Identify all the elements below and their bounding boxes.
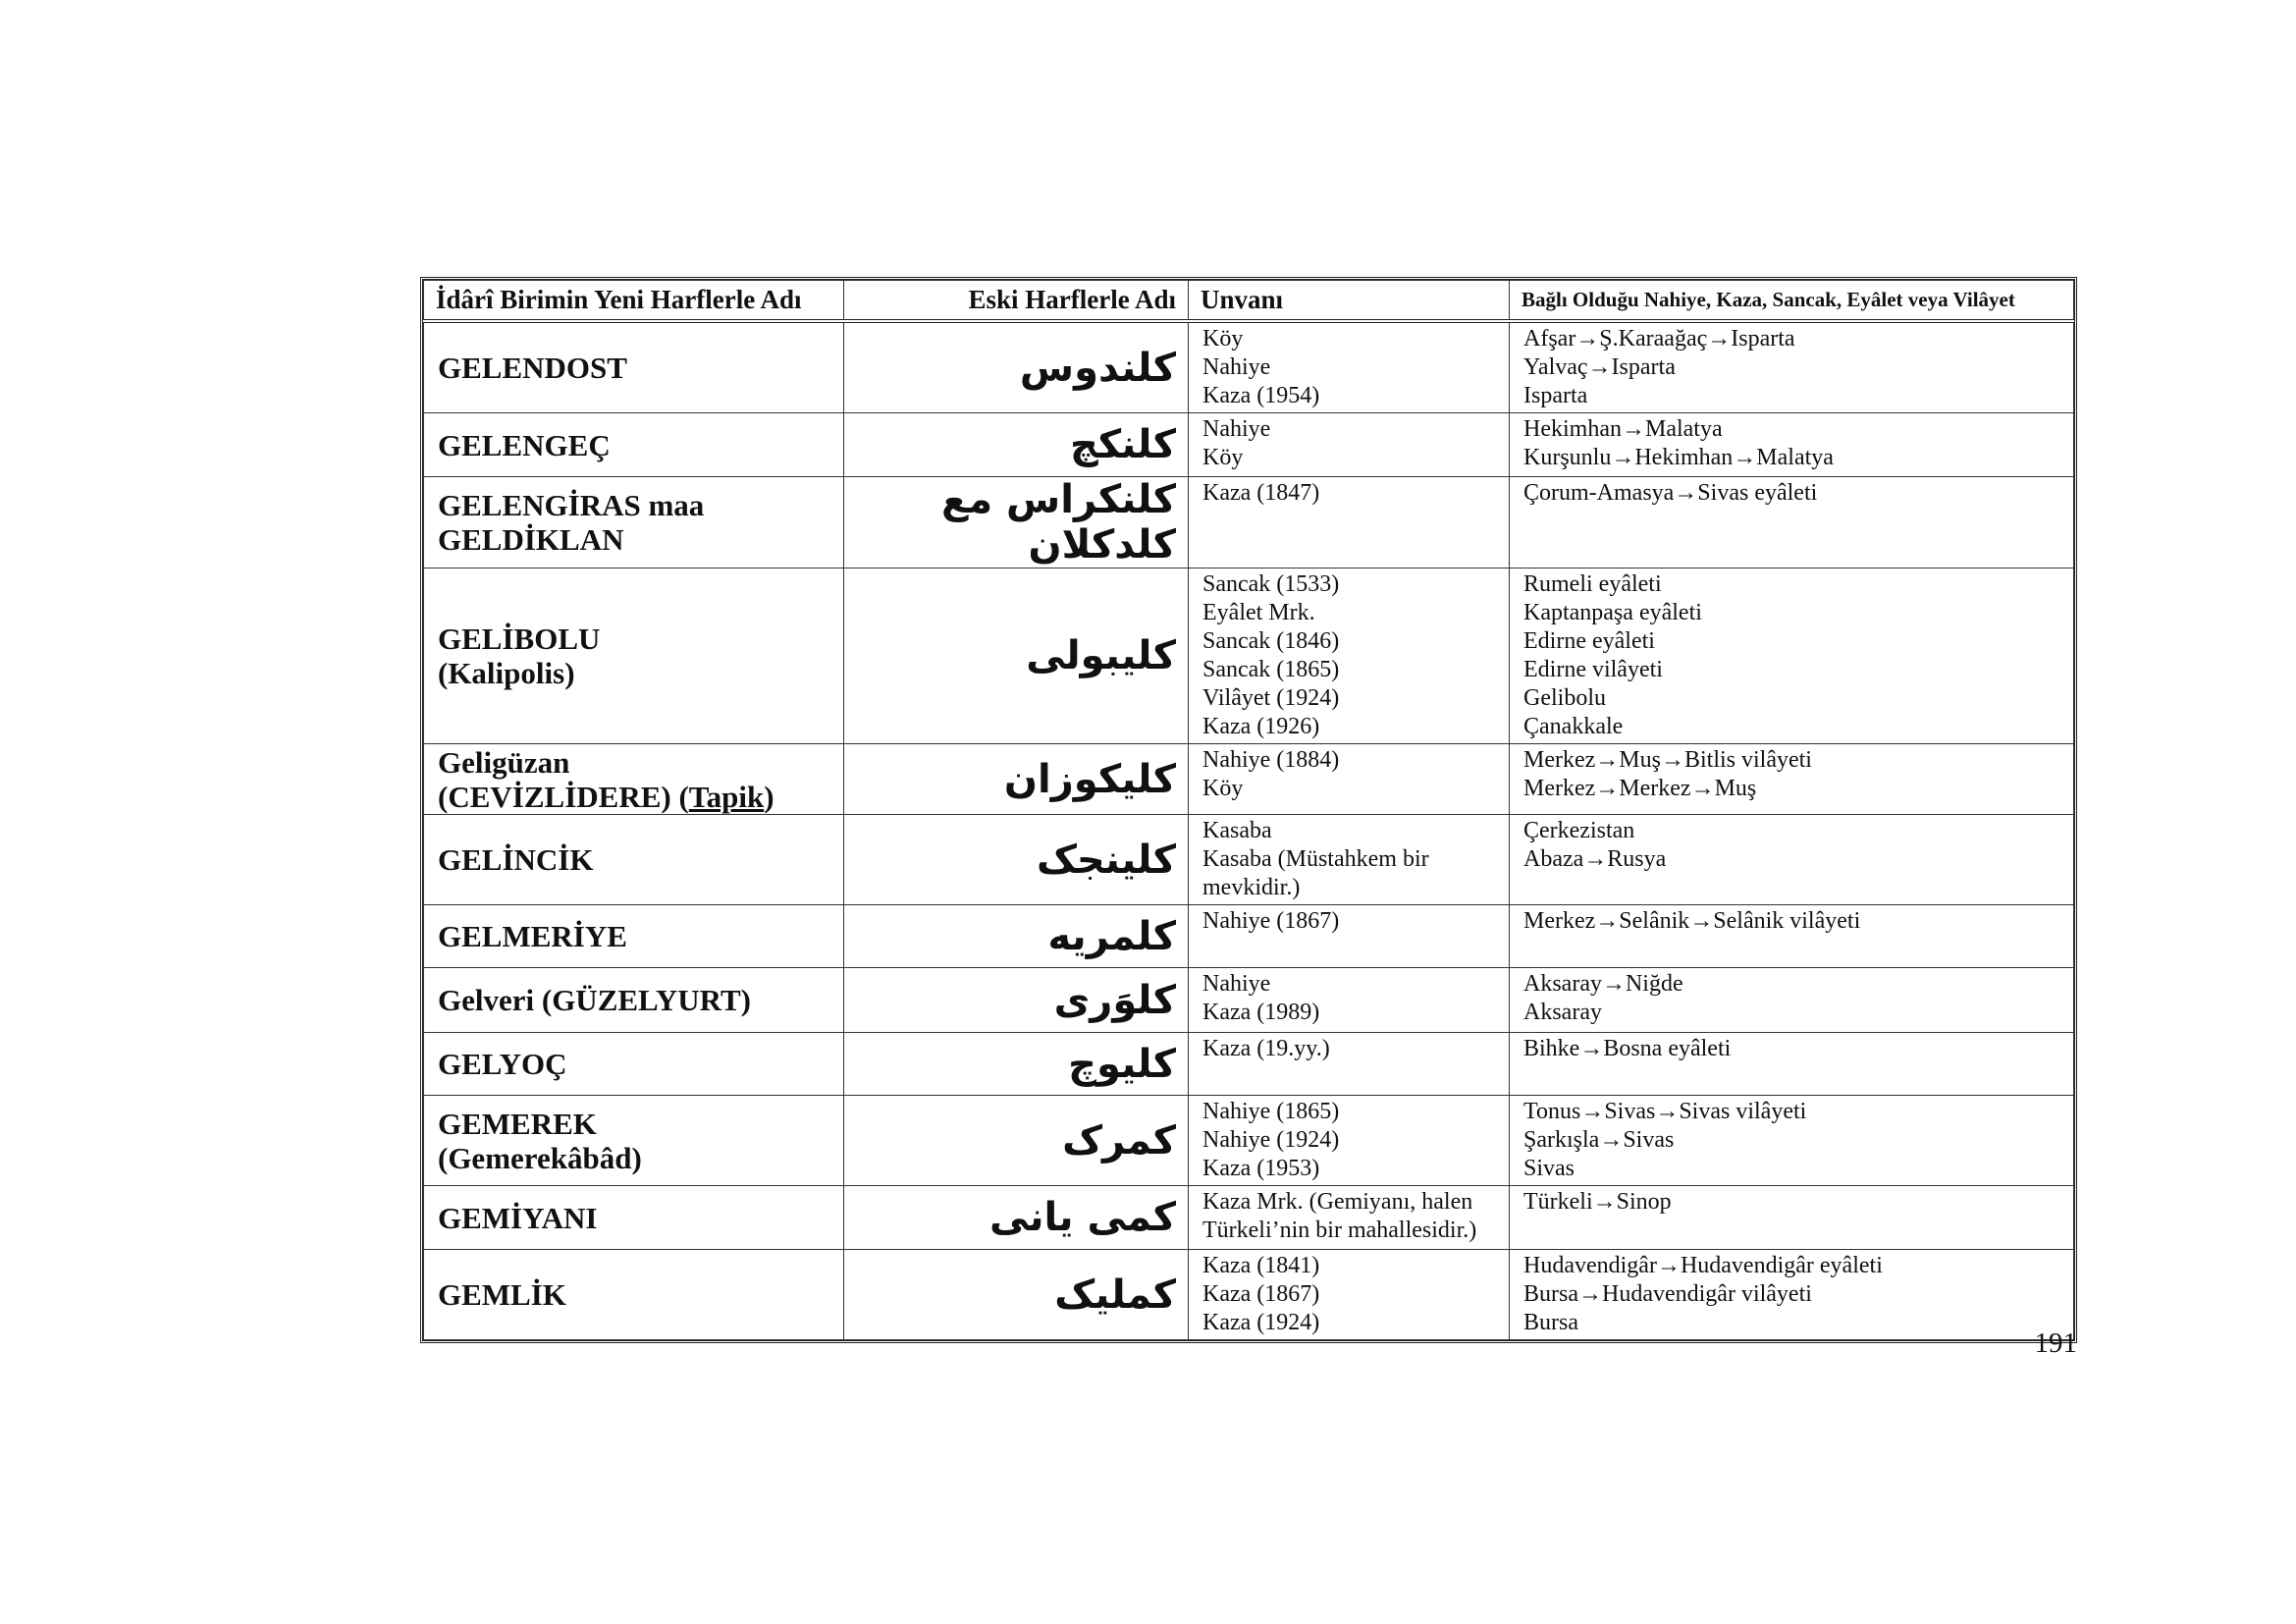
title-cell (1189, 568, 1510, 744)
title-line: Kaza (1989) (1202, 1000, 1320, 1025)
parent-line: Kurşunlu→Hekimhan→Malatya (1523, 445, 1834, 470)
parent-cell (1510, 568, 2074, 744)
parent-line: Şarkışla→Sivas (1523, 1127, 1675, 1153)
parent-line: Sivas (1523, 1156, 1575, 1181)
new-name-line: GELİNCİK (438, 842, 594, 877)
parent-line: Tonus→Sivas→Sivas vilâyeti (1523, 1099, 1807, 1124)
new-name-cell (424, 1186, 844, 1250)
parent-line: Isparta (1523, 383, 1588, 408)
title-line: Köy (1202, 445, 1244, 470)
title-line: Kaza (1847) (1202, 480, 1320, 506)
old-name-cell: كلوَرى (844, 968, 1189, 1033)
title-line: Nahiye (1924) (1202, 1127, 1340, 1153)
parent-line: Abaza→Rusya (1523, 846, 1667, 872)
new-name-cell (424, 1250, 844, 1340)
new-name-cell (424, 905, 844, 968)
old-name-cell: كلنكچ (844, 413, 1189, 477)
new-name-cell (424, 477, 844, 568)
table-row (424, 1186, 2074, 1250)
title-line: Nahiye (1865) (1202, 1099, 1340, 1124)
title-cell (1189, 321, 1510, 413)
parent-line: Edirne eyâleti (1523, 628, 1655, 654)
table-row (424, 1250, 2074, 1340)
alt-name-underlined: Tapik (688, 779, 765, 814)
new-name-line: GELMERİYE (438, 919, 627, 953)
old-name-cell: كليكوزان (844, 744, 1189, 815)
table-row (424, 321, 2074, 413)
title-line: Türkeli’nin bir mahallesidir.) (1202, 1218, 1477, 1243)
new-name-line: GELENDOST (438, 351, 627, 385)
title-line: Köy (1202, 326, 1244, 352)
new-name-line: GELDİKLAN (438, 522, 624, 557)
title-cell (1189, 413, 1510, 477)
title-line: Kaza (1841) (1202, 1253, 1320, 1278)
parent-line: Merkez→Merkez→Muş (1523, 776, 1757, 801)
table-row (424, 1096, 2074, 1186)
parent-line: Yalvaç→Isparta (1523, 354, 1676, 380)
new-name-line: Geligüzan (438, 744, 570, 780)
title-line: Kasaba (Müstahkem bir (1202, 846, 1429, 872)
title-line: Kaza (19.yy.) (1202, 1036, 1330, 1061)
title-line: Kaza (1926) (1202, 714, 1320, 739)
title-line: Sancak (1865) (1202, 657, 1340, 682)
header-new-name: İdârî Birimin Yeni Harflerle Adı (424, 281, 844, 322)
parent-line: Aksaray (1523, 1000, 1602, 1025)
parent-line: Merkez→Muş→Bitlis vilâyeti (1523, 747, 1812, 773)
table-row (424, 905, 2074, 968)
parent-line: Bihke→Bosna eyâleti (1523, 1036, 1732, 1061)
new-name-cell (424, 968, 844, 1033)
new-name-cell (424, 321, 844, 413)
new-name-cell (424, 815, 844, 905)
old-name-cell: كمليک (844, 1250, 1189, 1340)
administrative-units-table (423, 280, 2074, 1340)
title-line: Kaza (1867) (1202, 1281, 1320, 1307)
title-line: Kaza (1953) (1202, 1156, 1320, 1181)
old-name-cell: كمرک (844, 1096, 1189, 1186)
title-line: Köy (1202, 776, 1244, 801)
new-name-line: GELİBOLU (438, 622, 601, 656)
parent-cell (1510, 1096, 2074, 1186)
title-line: Eyâlet Mrk. (1202, 600, 1315, 625)
document-table-frame (420, 277, 2077, 1343)
new-name-line: GEMEREK (438, 1106, 597, 1141)
new-name-part: (CEVİZLİDERE) ( (438, 779, 689, 814)
parent-line: Kaptanpaşa eyâleti (1523, 600, 1702, 625)
table-row (424, 815, 2074, 905)
table-row (424, 744, 2074, 815)
parent-line: Edirne vilâyeti (1523, 657, 1663, 682)
parent-line: Merkez→Selânik→Selânik vilâyeti (1523, 908, 1861, 934)
old-name-cell: كليوچ (844, 1033, 1189, 1096)
new-name-cell (424, 568, 844, 744)
title-line: mevkidir.) (1202, 875, 1301, 900)
parent-line: Hekimhan→Malatya (1523, 416, 1723, 442)
title-line: Vilâyet (1924) (1202, 685, 1340, 711)
parent-line: Çorum-Amasya→Sivas eyâleti (1523, 480, 1818, 506)
title-line: Kasaba (1202, 818, 1272, 843)
page-number: 191 (2034, 1327, 2077, 1359)
parent-cell (1510, 1033, 2074, 1096)
parent-cell (1510, 1250, 2074, 1340)
parent-line: Gelibolu (1523, 685, 1606, 711)
header-old-name: Eski Harflerle Adı (844, 281, 1189, 322)
title-cell (1189, 1096, 1510, 1186)
title-cell (1189, 905, 1510, 968)
parent-line: Çanakkale (1523, 714, 1624, 739)
parent-cell (1510, 477, 2074, 568)
new-name-line: GEMİYANI (438, 1200, 598, 1235)
header-title: Unvanı (1189, 281, 1510, 322)
title-cell (1189, 1250, 1510, 1340)
title-line: Nahiye (1202, 354, 1271, 380)
new-name-cell (424, 744, 844, 815)
parent-cell (1510, 968, 2074, 1033)
title-cell (1189, 815, 1510, 905)
new-name-line (438, 780, 829, 814)
parent-cell (1510, 815, 2074, 905)
title-line: Nahiye (1202, 416, 1271, 442)
old-name-cell: كلنكراس مع كلدكلان (844, 477, 1189, 568)
new-name-line: GELENGİRAS maa (438, 488, 705, 522)
old-name-cell: كلينجک (844, 815, 1189, 905)
parent-line: Çerkezistan (1523, 818, 1635, 843)
table-row (424, 1033, 2074, 1096)
old-name-cell: كلمريه (844, 905, 1189, 968)
old-name-cell: كلندوس (844, 321, 1189, 413)
parent-line: Rumeli eyâleti (1523, 571, 1662, 597)
parent-cell (1510, 321, 2074, 413)
old-name-cell: كليبولى (844, 568, 1189, 744)
title-cell (1189, 477, 1510, 568)
table-row (424, 477, 2074, 568)
parent-line: Afşar→Ş.Karaağaç→Isparta (1523, 326, 1795, 352)
parent-cell (1510, 413, 2074, 477)
new-name-cell (424, 1096, 844, 1186)
title-line: Nahiye (1867) (1202, 908, 1340, 934)
table-row (424, 968, 2074, 1033)
parent-line: Aksaray→Niğde (1523, 971, 1683, 997)
parent-cell (1510, 905, 2074, 968)
parent-line: Bursa→Hudavendigâr vilâyeti (1523, 1281, 1812, 1307)
title-cell (1189, 744, 1510, 815)
new-name-line: GELENGEÇ (438, 427, 611, 462)
title-cell (1189, 968, 1510, 1033)
title-cell (1189, 1186, 1510, 1250)
parent-line: Türkeli→Sinop (1523, 1189, 1672, 1215)
new-name-line: (Gemerekâbâd) (438, 1140, 642, 1175)
title-line: Sancak (1846) (1202, 628, 1340, 654)
new-name-cell (424, 413, 844, 477)
title-line: Kaza Mrk. (Gemiyanı, halen (1202, 1189, 1473, 1215)
header-parent-unit: Bağlı Olduğu Nahiye, Kaza, Sancak, Eyâlet veya Vilâyet (1510, 281, 2074, 322)
title-cell (1189, 1033, 1510, 1096)
title-line: Kaza (1924) (1202, 1310, 1320, 1335)
title-line: Kaza (1954) (1202, 383, 1320, 408)
new-name-line: GEMLİK (438, 1277, 566, 1312)
table-row (424, 568, 2074, 744)
new-name-line: (Kalipolis) (438, 656, 575, 690)
parent-cell (1510, 744, 2074, 815)
new-name-line: GELYOÇ (438, 1047, 567, 1081)
new-name-cell (424, 1033, 844, 1096)
parent-cell (1510, 1186, 2074, 1250)
title-line: Nahiye (1202, 971, 1271, 997)
parent-line: Hudavendigâr→Hudavendigâr eyâleti (1523, 1253, 1883, 1278)
title-line: Nahiye (1884) (1202, 747, 1340, 773)
table-header-row (424, 281, 2074, 322)
parent-line: Bursa (1523, 1310, 1578, 1335)
old-name-cell: كمى يانى (844, 1186, 1189, 1250)
table-row (424, 413, 2074, 477)
new-name-part: ) (764, 779, 774, 814)
title-line: Sancak (1533) (1202, 571, 1340, 597)
new-name-line: Gelveri (GÜZELYURT) (438, 983, 751, 1017)
